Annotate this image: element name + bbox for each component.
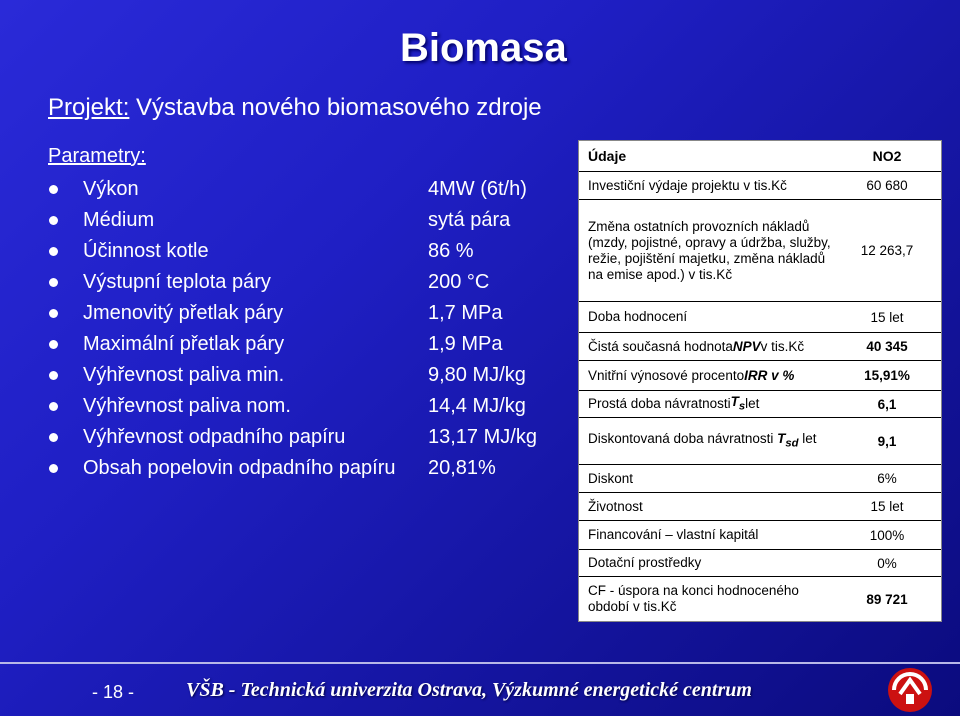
header-value: NO2 [872, 148, 902, 164]
row-label: Diskont [588, 470, 634, 486]
param-value: 20,81% [428, 457, 496, 479]
bullet-icon [49, 309, 58, 318]
npv-label-text: Čistá současná hodnota [588, 338, 733, 354]
bullet-icon [49, 371, 58, 380]
row-value: 6% [877, 471, 897, 486]
table-row [579, 302, 941, 333]
slide-title: Biomasa [400, 26, 567, 70]
table-header-row [579, 141, 941, 172]
param-value: 4MW (6t/h) [428, 178, 527, 200]
disc-payback-label-unit: let [798, 430, 817, 446]
row-label: Doba hodnocení [588, 309, 688, 324]
footer-divider [0, 662, 960, 664]
footer-institution: VŠB - Technická univerzita Ostrava, Výzkumné energetické centrum [186, 679, 752, 701]
bullet-icon [49, 247, 58, 256]
row-value: 9,1 [877, 433, 897, 449]
row-label [588, 361, 836, 390]
economics-table [578, 140, 942, 622]
row-label: CF - úspora na konci hodnoceného období v tis.Kč [588, 583, 799, 614]
table-row [579, 361, 941, 391]
param-value: 1,7 MPa [428, 302, 503, 324]
param-value: 14,4 MJ/kg [428, 395, 526, 417]
param-item [48, 453, 568, 484]
row-value: 15 let [870, 499, 904, 514]
project-subtitle [48, 94, 542, 122]
row-value: 100% [869, 527, 905, 543]
param-value: 200 °C [428, 271, 490, 293]
row-value: 6,1 [877, 396, 897, 412]
row-label: Životnost [588, 498, 643, 514]
params-heading: Parametry: [48, 145, 146, 167]
param-value: 9,80 MJ/kg [428, 364, 526, 386]
payback-label-unit: let [745, 396, 760, 411]
params-list [48, 174, 568, 484]
param-item [48, 391, 568, 422]
table-row [579, 172, 941, 200]
bullet-icon [49, 185, 58, 194]
payback-label-em: T [730, 393, 739, 409]
param-item [48, 267, 568, 298]
bullet-icon [49, 216, 58, 225]
project-name: Výstavba nového biomasového zdroje [129, 94, 542, 121]
table-row [579, 391, 941, 418]
page-number: - 18 - [92, 682, 135, 702]
param-item [48, 298, 568, 329]
param-item [48, 174, 568, 205]
table-row [579, 493, 941, 521]
param-item [48, 422, 568, 453]
param-value: 13,17 MJ/kg [428, 426, 537, 448]
npv-label-unit: v tis.Kč [760, 338, 805, 354]
row-value: 89 721 [866, 591, 908, 607]
param-value: 1,9 MPa [428, 333, 503, 355]
param-item [48, 360, 568, 391]
table-row [579, 200, 941, 302]
row-value: 15 let [870, 309, 904, 325]
param-label: Jmenovitý přetlak páry [83, 302, 284, 324]
table-row [579, 521, 941, 550]
vsb-logo-icon [884, 666, 936, 714]
row-value: 0% [877, 555, 897, 571]
bullet-icon [49, 433, 58, 442]
row-label: Investiční výdaje projektu v tis.Kč [588, 177, 787, 193]
row-value: 60 680 [866, 178, 908, 193]
param-label: Výstupní teplota páry [83, 271, 271, 293]
param-label: Výhřevnost odpadního papíru [83, 426, 346, 448]
bullet-icon [49, 278, 58, 287]
payback-label-text: Prostá doba návratnosti [588, 396, 731, 411]
row-value: 12 263,7 [860, 243, 914, 258]
row-value: 40 345 [866, 339, 908, 354]
bullet-icon [49, 402, 58, 411]
disc-payback-label-sub: sd [785, 437, 799, 450]
param-item [48, 329, 568, 360]
irr-label-text: Vnitřní výnosové procento [588, 367, 745, 383]
table-row [579, 418, 941, 465]
disc-payback-label-em: T [777, 430, 786, 446]
table-row [579, 465, 941, 493]
param-label: Výkon [83, 178, 139, 200]
payback-label-sub: s [738, 400, 746, 413]
row-label [588, 391, 836, 417]
param-item [48, 236, 568, 267]
param-value: 86 % [428, 240, 474, 262]
npv-label-em: NPV [732, 338, 761, 354]
row-value: 15,91% [864, 368, 910, 383]
project-label: Projekt: [48, 94, 130, 121]
row-label: Financování – vlastní kapitál [588, 527, 759, 542]
table-row [579, 577, 941, 621]
bullet-icon [49, 464, 58, 473]
param-label: Účinnost kotle [83, 240, 209, 262]
disc-payback-label-text: Diskontovaná doba návratnosti [588, 430, 778, 446]
param-item [48, 205, 568, 236]
row-label [588, 418, 836, 464]
param-label: Médium [83, 209, 155, 231]
param-label: Výhřevnost paliva min. [83, 364, 285, 386]
param-value: sytá pára [428, 209, 511, 231]
row-label: Změna ostatních provozních nákladů (mzdy, pojistné, opravy a údržba, služby, režie, pojištění majetku, změna nákladů na emise apod.) v tis.Kč [588, 218, 831, 282]
bullet-icon [49, 340, 58, 349]
param-label: Výhřevnost paliva nom. [83, 395, 291, 417]
param-label: Obsah popelovin odpadního papíru [83, 457, 396, 479]
row-label [588, 333, 836, 360]
row-label: Dotační prostředky [588, 555, 702, 570]
param-label: Maximální přetlak páry [83, 333, 285, 355]
header-label: Údaje [588, 148, 627, 164]
irr-label-em: IRR v % [744, 367, 795, 383]
table-row [579, 333, 941, 361]
table-row [579, 550, 941, 577]
